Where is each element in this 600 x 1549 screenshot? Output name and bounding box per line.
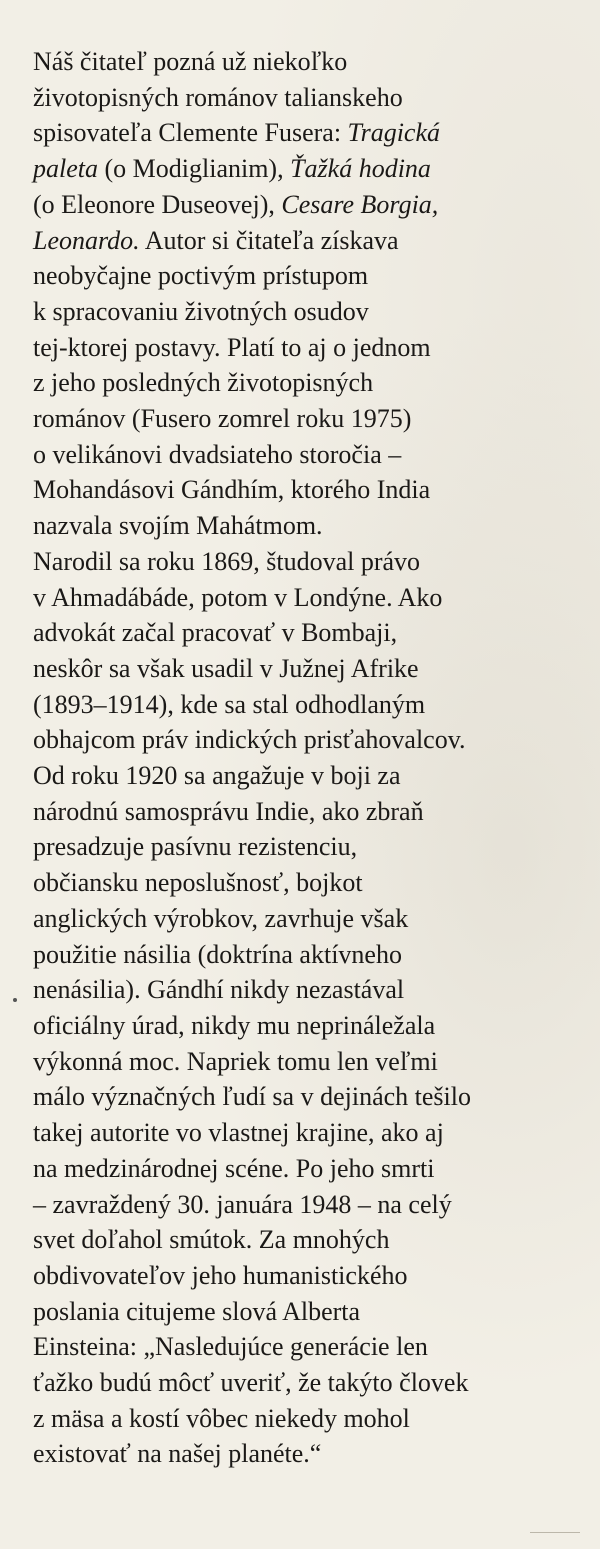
text-segment: neobyčajne poctivým prístupom [33,261,369,291]
text-line [33,223,593,259]
text-segment: (o Eleonore Duseovej), [33,189,282,219]
text-segment: románov (Fusero zomrel roku 1975) [33,404,412,434]
text-segment: Náš čitateľ pozná už niekoľko [33,47,348,76]
text-segment: v Ahmadábáde, potom v Londýne. Ako [33,582,443,612]
text-segment: anglických výrobkov, zavrhuje však [33,903,409,933]
text-segment: nenásilia). Gándhí nikdy nezastával [33,975,405,1005]
text-line [33,365,593,401]
text-line [33,1294,593,1330]
text-line [33,687,593,723]
text-line [33,1187,593,1223]
text-segment: neskôr sa však usadil v Južnej Afrike [33,653,419,683]
text-line [33,1079,593,1115]
text-line [33,330,593,366]
text-segment: ťažko budú môcť uveriť, že takýto človek [33,1368,469,1398]
text-line [33,1151,593,1187]
italic-title-text: Tragická [347,118,440,148]
text-segment: tej-ktorej postavy. Platí to aj o jednom [33,332,431,362]
text-line [33,1365,593,1401]
italic-title-text: Leonardo. [33,225,140,255]
page-edge-mark [530,1532,580,1533]
text-segment: oficiálny úrad, nikdy mu neprináležala [33,1010,436,1040]
text-segment: málo význačných ľudí sa v dejinách tešilo [33,1082,471,1112]
text-segment: Narodil sa roku 1869, študoval právo [33,546,421,576]
text-line [33,972,593,1008]
text-segment: existovať na našej planéte.“ [33,1439,322,1469]
text-segment: z jeho posledných životopisných [33,368,374,398]
text-segment: o velikánovi dvadsiateho storočia – [33,439,402,469]
text-segment: (1893–1914), kde sa stal odhodlaným [33,689,426,719]
text-segment: Einsteina: „Nasledujúce generácie len [33,1332,428,1362]
text-line [33,437,593,473]
text-line [33,1222,593,1258]
text-segment: poslania citujeme slová Alberta [33,1296,361,1326]
margin-speck [13,998,17,1002]
text-segment: spisovateľa Clemente Fusera: [33,118,348,148]
text-line [33,508,593,544]
text-line [33,580,593,616]
text-segment: použitie násilia (doktrína aktívneho [33,939,402,969]
text-segment: nazvala svojím Mahátmom. [33,511,323,541]
text-line [33,901,593,937]
text-segment: na medzinárodnej scéne. Po jeho smrti [33,1153,435,1183]
text-segment: obhajcom práv indických prisťahovalcov. [33,725,466,755]
text-line [33,151,593,187]
text-segment: svet doľahol smútok. Za mnohých [33,1225,390,1255]
text-line [33,1044,593,1080]
text-segment: životopisných románov talianskeho [33,82,403,112]
italic-title-text: Cesare Borgia, [281,189,439,219]
text-line [33,865,593,901]
text-segment: občiansku neposlušnosť, bojkot [33,868,363,898]
text-line [33,1329,593,1365]
text-line [33,1115,593,1151]
text-line [33,401,593,437]
text-segment: presadzuje pasívnu rezistenciu, [33,832,358,862]
text-segment: advokát začal pracovať v Bombaji, [33,618,398,648]
text-line [33,722,593,758]
text-segment: Autor si čitateľa získava [139,225,399,255]
text-line [33,1436,593,1472]
text-segment: Od roku 1920 sa angažuje v boji za [33,761,401,791]
text-segment: obdivovateľov jeho humanistického [33,1260,408,1290]
body-text [33,44,593,1472]
text-line [33,758,593,794]
text-line [33,115,593,151]
text-segment: národnú samosprávu Indie, ako zbraň [33,796,424,826]
text-line [33,294,593,330]
text-line [33,258,593,294]
text-line [33,472,593,508]
text-segment: takej autorite vo vlastnej krajine, ako aj [33,1118,444,1148]
text-line [33,544,593,580]
text-line [33,937,593,973]
text-line [33,44,593,80]
italic-title-text: paleta [33,154,98,184]
text-line [33,1401,593,1437]
text-segment: – zavraždený 30. januára 1948 – na celý [33,1189,452,1219]
text-segment: výkonná moc. Napriek tomu len veľmi [33,1046,438,1076]
text-line [33,187,593,223]
text-segment: Mohandásovi Gándhím, ktorého India [33,475,431,505]
text-line [33,1258,593,1294]
text-line [33,615,593,651]
text-segment: z mäsa a kostí vôbec niekedy mohol [33,1403,410,1433]
text-line [33,829,593,865]
text-line [33,80,593,116]
text-line [33,1008,593,1044]
text-line [33,794,593,830]
italic-title-text: Ťažká hodina [290,154,431,184]
text-line [33,651,593,687]
text-segment: (o Modiglianim), [98,154,291,184]
text-segment: k spracovaniu životných osudov [33,296,369,326]
